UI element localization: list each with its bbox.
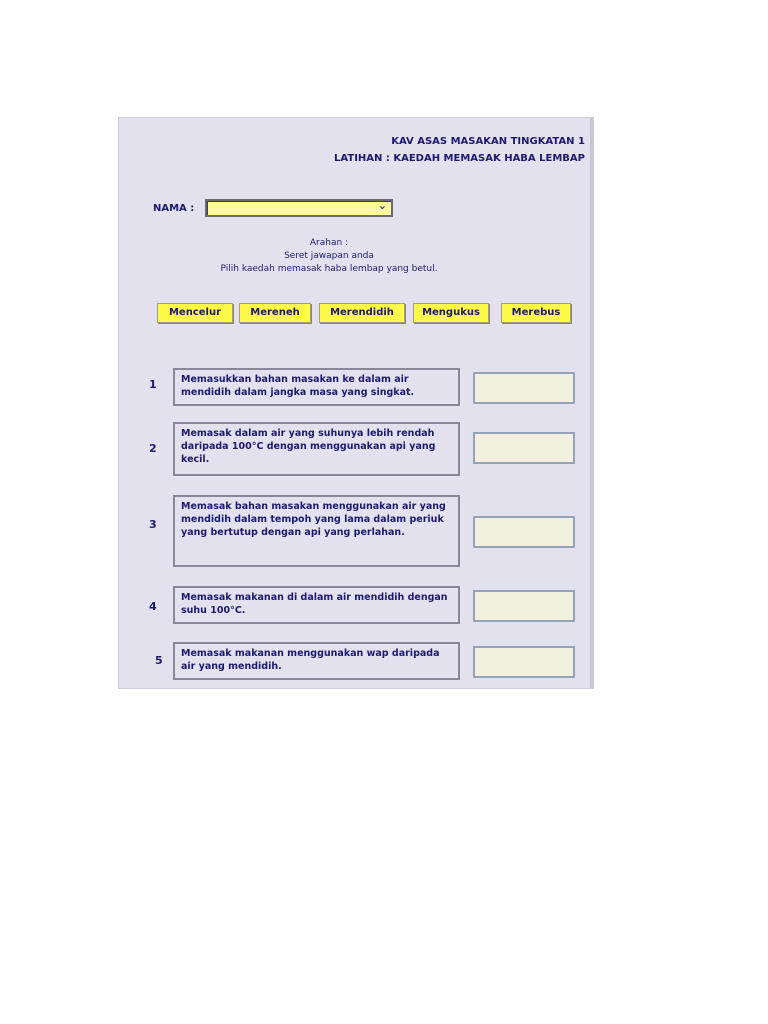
question-text-3: Memasak bahan masakan menggunakan air yang mendidih dalam tempoh yang lama dalam periuk yang bertutup dengan api yang perlahan. bbox=[173, 495, 460, 567]
answer-drop-box-2[interactable] bbox=[473, 432, 575, 464]
question-number-4: 4 bbox=[149, 600, 157, 613]
answer-drop-box-3[interactable] bbox=[473, 516, 575, 548]
answer-drop-box-5[interactable] bbox=[473, 646, 575, 678]
question-number-5: 5 bbox=[155, 654, 163, 667]
name-label: NAMA : bbox=[153, 203, 195, 214]
option-merendidih[interactable]: Merendidih bbox=[319, 303, 405, 323]
question-number-3: 3 bbox=[149, 518, 157, 531]
answer-drop-box-4[interactable] bbox=[473, 590, 575, 622]
answer-drop-box-1[interactable] bbox=[473, 372, 575, 404]
option-mencelur[interactable]: Mencelur bbox=[157, 303, 233, 323]
option-merebus[interactable]: Merebus bbox=[501, 303, 571, 323]
question-text-2: Memasak dalam air yang suhunya lebih rendah daripada 100°C dengan menggunakan api yang kecil. bbox=[173, 422, 460, 476]
question-number-1: 1 bbox=[149, 378, 157, 391]
panel-edge bbox=[590, 118, 593, 688]
question-text-4: Memasak makanan di dalam air mendidih dengan suhu 100°C. bbox=[173, 586, 460, 624]
question-number-2: 2 bbox=[149, 442, 157, 455]
instructions-heading: Arahan : bbox=[309, 238, 349, 248]
instructions-line-2: Pilih kaedah memasak haba lembap yang betul. bbox=[220, 264, 438, 274]
option-mengukus[interactable]: Mengukus bbox=[413, 303, 489, 323]
exercise-panel bbox=[118, 117, 594, 689]
course-title: KAV ASAS MASAKAN TINGKATAN 1 bbox=[391, 136, 585, 147]
name-dropdown[interactable] bbox=[205, 199, 393, 217]
exercise-title: LATIHAN : KAEDAH MEMASAK HABA LEMBAP bbox=[334, 153, 585, 164]
option-mereneh[interactable]: Mereneh bbox=[239, 303, 311, 323]
question-text-5: Memasak makanan menggunakan wap daripada air yang mendidih. bbox=[173, 642, 460, 680]
chevron-down-icon[interactable]: ⌄ bbox=[377, 199, 387, 212]
question-text-1: Memasukkan bahan masakan ke dalam air mendidih dalam jangka masa yang singkat. bbox=[173, 368, 460, 406]
instructions-line-1: Seret jawapan anda bbox=[284, 251, 374, 261]
